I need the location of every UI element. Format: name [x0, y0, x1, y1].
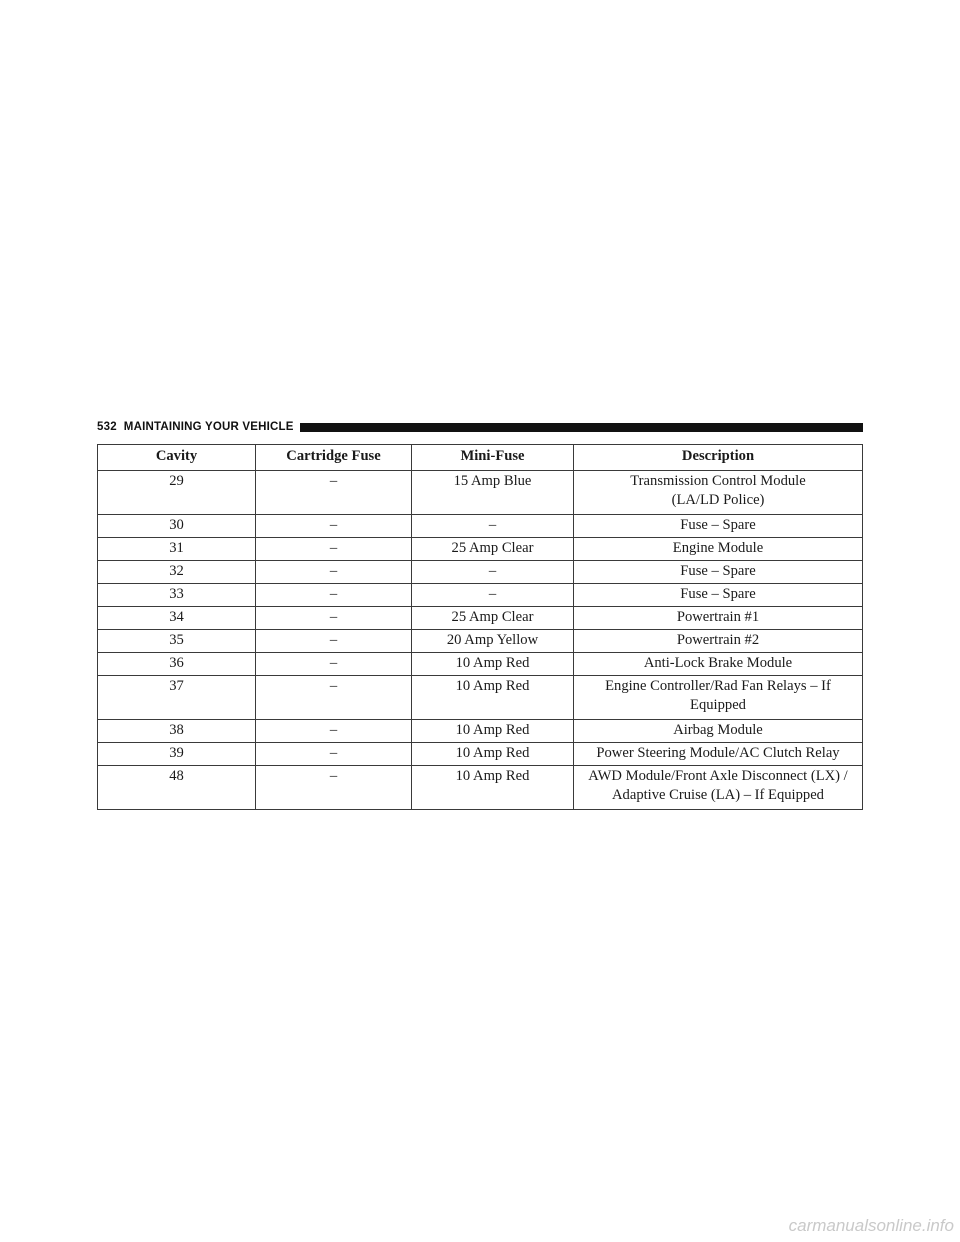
cavity-cell: 31 [98, 538, 256, 561]
description-cell [574, 471, 863, 515]
header-row [98, 445, 863, 471]
description-cell [574, 538, 863, 561]
cartridge-fuse-cell: – [256, 676, 412, 720]
cartridge-fuse-cell: – [256, 515, 412, 538]
fuse-table-body [98, 471, 863, 810]
description-line: Fuse – Spare [680, 563, 756, 579]
description-cell [574, 630, 863, 653]
cartridge-fuse-cell: – [256, 720, 412, 743]
cartridge-fuse-cell: – [256, 743, 412, 766]
description-cell [574, 743, 863, 766]
fuse-table [97, 444, 863, 810]
mini-fuse-cell: 10 Amp Red [412, 653, 574, 676]
mini-fuse-cell: – [412, 515, 574, 538]
table-row [98, 561, 863, 584]
description-line: Fuse – Spare [680, 586, 756, 602]
cavity-cell: 32 [98, 561, 256, 584]
mini-fuse-cell: – [412, 561, 574, 584]
mini-fuse-cell: – [412, 584, 574, 607]
mini-fuse-cell: 10 Amp Red [412, 720, 574, 743]
cavity-cell: 34 [98, 607, 256, 630]
table-row [98, 653, 863, 676]
table-row [98, 471, 863, 515]
watermark: carmanualsonline.info [788, 1216, 954, 1235]
cavity-cell: 30 [98, 515, 256, 538]
cavity-cell: 33 [98, 584, 256, 607]
description-line: Engine Controller/Rad Fan Relays – If [605, 678, 831, 694]
description-line: Powertrain #2 [676, 632, 760, 648]
description-line: Airbag Module [673, 722, 763, 738]
page-header [97, 419, 863, 435]
cartridge-fuse-cell: – [256, 538, 412, 561]
cartridge-fuse-cell: – [256, 653, 412, 676]
cavity-cell: 37 [98, 676, 256, 720]
mini-fuse-cell: 25 Amp Clear [412, 538, 574, 561]
description-cell [574, 607, 863, 630]
mini-fuse-cell: 10 Amp Red [412, 766, 574, 810]
description-line: Adaptive Cruise (LA) – If Equipped [612, 787, 824, 803]
description-line: Power Steering Module/AC Clutch Relay [596, 745, 840, 761]
column-header-cartridge-fuse: Cartridge Fuse [256, 445, 412, 471]
table-row [98, 607, 863, 630]
description-line: Engine Module [672, 540, 764, 556]
cavity-cell: 35 [98, 630, 256, 653]
description-line: Transmission Control Module [630, 473, 806, 489]
description-line: (LA/LD Police) [671, 492, 765, 508]
description-cell [574, 766, 863, 810]
cartridge-fuse-cell: – [256, 630, 412, 653]
cavity-cell: 38 [98, 720, 256, 743]
table-row [98, 720, 863, 743]
description-line: Anti-Lock Brake Module [643, 655, 793, 671]
mini-fuse-cell: 10 Amp Red [412, 676, 574, 720]
description-cell [574, 561, 863, 584]
description-line: AWD Module/Front Axle Disconnect (LX) / [588, 768, 848, 784]
column-header-description: Description [574, 445, 863, 471]
description-cell [574, 720, 863, 743]
table-row [98, 766, 863, 810]
table-row [98, 630, 863, 653]
cavity-cell: 36 [98, 653, 256, 676]
header-rule [300, 423, 863, 432]
column-header-mini-fuse: Mini-Fuse [412, 445, 574, 471]
description-line: Equipped [690, 697, 746, 713]
cavity-cell: 29 [98, 471, 256, 515]
mini-fuse-cell: 20 Amp Yellow [412, 630, 574, 653]
page-number: 532 [97, 421, 117, 433]
cartridge-fuse-cell: – [256, 561, 412, 584]
table-row [98, 676, 863, 720]
cartridge-fuse-cell: – [256, 471, 412, 515]
mini-fuse-cell: 25 Amp Clear [412, 607, 574, 630]
table-row [98, 515, 863, 538]
description-cell [574, 515, 863, 538]
description-cell [574, 676, 863, 720]
cartridge-fuse-cell: – [256, 766, 412, 810]
mini-fuse-cell: 15 Amp Blue [412, 471, 574, 515]
description-cell [574, 584, 863, 607]
table-row [98, 538, 863, 561]
table-row [98, 743, 863, 766]
column-header-cavity: Cavity [98, 445, 256, 471]
cartridge-fuse-cell: – [256, 607, 412, 630]
cartridge-fuse-cell: – [256, 584, 412, 607]
table-row [98, 584, 863, 607]
mini-fuse-cell: 10 Amp Red [412, 743, 574, 766]
description-cell [574, 653, 863, 676]
description-line: Fuse – Spare [680, 517, 756, 533]
fuse-table-head [98, 445, 863, 471]
section-title: MAINTAINING YOUR VEHICLE [123, 421, 294, 433]
description-line: Powertrain #1 [676, 609, 760, 625]
cavity-cell: 48 [98, 766, 256, 810]
cavity-cell: 39 [98, 743, 256, 766]
